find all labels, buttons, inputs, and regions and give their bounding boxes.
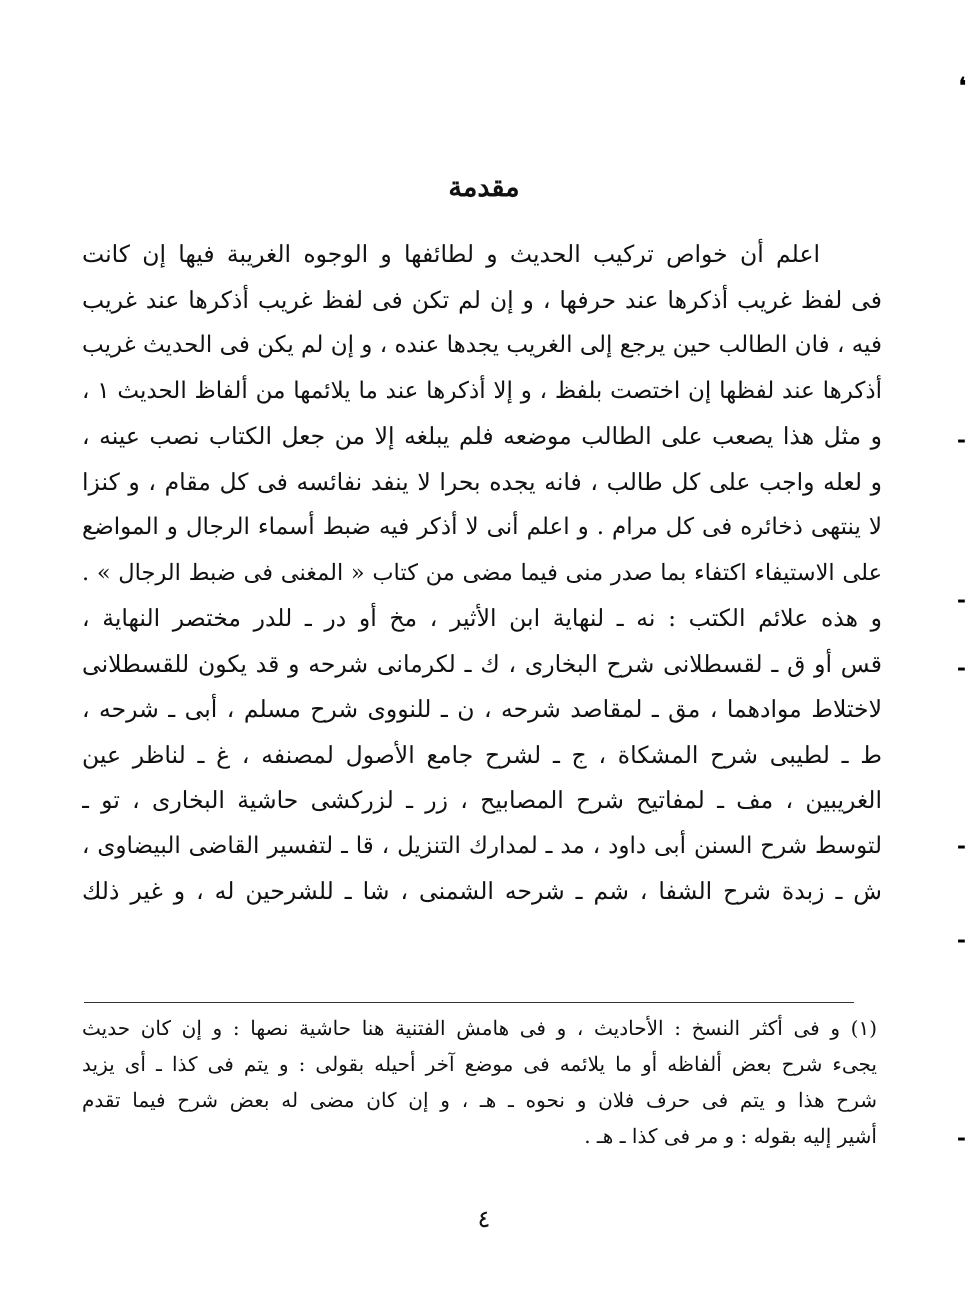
text-line: اعلم أن خواص تركيب الحديث و لطائفها و الوجوه الغريبة فيها إن كانت	[82, 240, 820, 268]
text-line: و لعله واجب على كل طالب ، فانه يجده بحرا لا ينفد نفائسه فى كل مقام ، و كنزا	[82, 467, 882, 496]
footnote-line: يجىء شرح بعض ألفاظه أو ما يلائمه فى موضع آخر أحيله بقولى : و يتم فى كذا ـ أى يزيد	[82, 1052, 877, 1076]
margin-mark: -	[956, 1125, 966, 1151]
footnotes	[82, 1010, 877, 1154]
page-number: ٤	[477, 1205, 491, 1233]
text-line: أذكرها عند لفظها إن اختصت بلفظ ، و إلا أذكرها عند ما يلائمها من ألفاظ الحديث ١ ،	[82, 377, 882, 404]
footnote-divider	[84, 1002, 854, 1003]
page-title: مقدمة	[448, 172, 520, 203]
text-line: فيه ، فان الطالب حين يرجع إلى الغريب يجدها عنده ، و إن لم يكن فى الحديث غريب	[82, 332, 882, 358]
margin-mark: -	[956, 927, 966, 953]
text-line: قس أو ق ـ لقسطلانى شرح البخارى ، ك ـ لكرمانى شرحه و قد يكون للقسطلانى	[82, 649, 882, 678]
text-line: ش ـ زبدة شرح الشفا ، شم ـ شرحه الشمنى ، شا ـ للشرحين له ، و غير ذلك	[82, 877, 882, 905]
text-line: و هذه علائم الكتب : نه ـ لنهاية ابن الأثير ، مخ أو در ـ للدر مختصر النهاية ،	[82, 604, 882, 632]
footnote-line: شرح هذا و يتم فى حرف فلان و نحوه ـ هـ ، و إن كان مضى له بعض شرح فيما تقدم	[82, 1088, 877, 1112]
text-line: فى لفظ غريب أذكرها عند حرفها ، و إن لم تكن فى لفظ غريب أذكرها عند غريب	[82, 285, 882, 314]
margin-mark: -	[956, 655, 966, 681]
footnote-line: (١) و فى أكثر النسخ : الأحاديث ، و فى هامش الفتنية هنا حاشية نصها : و إن كان حديث	[82, 1016, 877, 1040]
text-line: لاختلاط موادهما ، مق ـ لمقاصد شرحه ، ن ـ للنووى شرح مسلم ، أبى ـ شرحه ،	[82, 695, 882, 723]
margin-mark: ❛	[958, 73, 966, 99]
text-line: على الاستيفاء اكتفاء بما صدر منى فيما مضى من كتاب « المغنى فى ضبط الرجال » .	[82, 559, 882, 586]
main-text	[82, 232, 882, 915]
text-line: لا ينتهى ذخائره فى كل مرام . و اعلم أنى لا أذكر فيه ضبط أسماء الرجال و المواضع	[82, 514, 882, 540]
text-line: لتوسط شرح السنن أبى داود ، مد ـ لمدارك التنزيل ، قا ـ لتفسير القاضى البيضاوى ،	[82, 832, 882, 859]
margin-mark: -	[956, 833, 966, 859]
margin-mark: -	[956, 587, 966, 613]
text-line: ط ـ لطيبى شرح المشكاة ، ج ـ لشرح جامع الأصول لمصنفه ، غ ـ لناظر عين	[82, 740, 882, 769]
text-line: الغريبين ، مف ـ لمفاتيح شرح المصابيح ، زر ـ لزركشى حاشية البخارى ، تو ـ	[82, 786, 882, 814]
margin-mark: -	[956, 427, 966, 453]
text-line: و مثل هذا يصعب على الطالب موضعه فلم يبلغه إلا من جعل الكتاب نصب عينه ،	[82, 422, 882, 450]
footnote-line: أشير إليه بقوله : و مر فى كذا ـ هـ .	[584, 1124, 877, 1148]
